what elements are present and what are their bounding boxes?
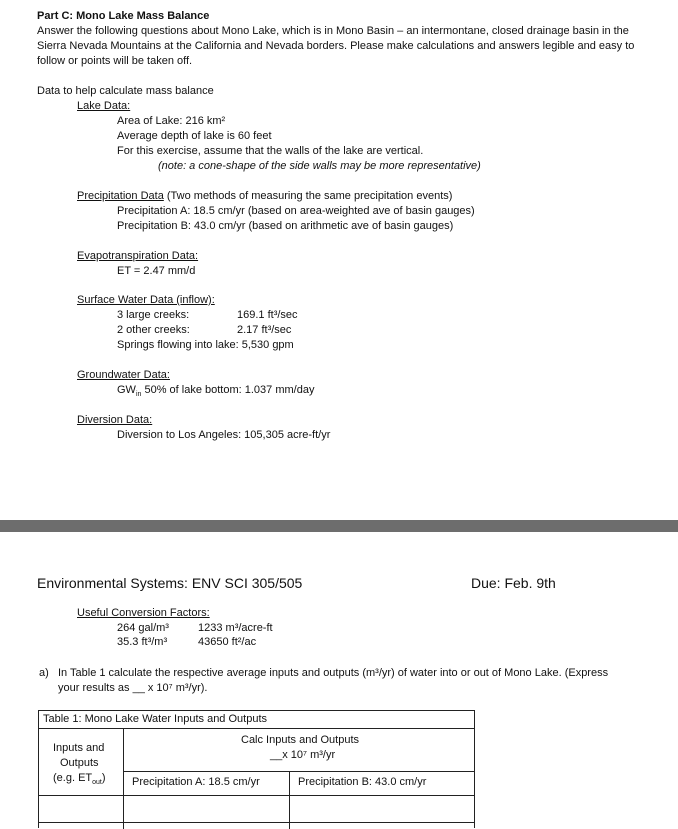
precip-a: Precipitation A: 18.5 cm/yr (based on area-weighted ave of basin gauges) [117,205,475,217]
gw-prefix: GW [117,384,136,396]
precip-heading: Precipitation Data [77,190,164,202]
lake-area: Area of Lake: 216 km² [117,115,226,127]
table-rule [123,728,124,829]
table-rule [123,771,474,772]
table-rule [289,771,290,829]
gw-sub: in [135,391,142,399]
table-calc-units: __x 10⁷ m³/yr [270,749,336,761]
table-rule [39,795,474,796]
conversion-acre-ft: 1233 m³/acre-ft [198,622,273,634]
section-title: Part C: Mono Lake Mass Balance [37,10,210,22]
question-a-line1: In Table 1 calculate the respective average inputs and outputs (m³/yr) of water into or out of Mono Lake. (Express [58,667,609,679]
diversion-heading: Diversion Data: [77,414,153,426]
gw-rest: 50% of lake bottom: 1.037 mm/day [141,384,315,396]
conversion-ft3: 35.3 ft³/m³ [117,636,168,648]
question-a-line2: your results as __ x 10⁷ m³/yr). [58,682,208,694]
table-col-precip-b: Precipitation B: 43.0 cm/yr [298,776,427,788]
page-separator [0,520,678,532]
precip-heading-suffix: (Two methods of measuring the same precipitation events) [163,190,453,202]
table-io-line2: Outputs [60,757,99,769]
lake-assumption: For this exercise, assume that the walls of the lake are vertical. [117,145,424,157]
diversion-value: Diversion to Los Angeles: 105,305 acre-ft/yr [117,429,331,441]
table-rule [39,728,474,729]
table-io-line1: Inputs and [53,742,105,754]
precip-b: Precipitation B: 43.0 cm/yr (based on arithmetic ave of basin gauges) [117,220,454,232]
table-io-prefix: (e.g. ET [53,772,93,784]
table-title: Table 1: Mono Lake Water Inputs and Outputs [43,713,268,725]
et-heading: Evapotranspiration Data: [77,250,199,262]
surface-heading: Surface Water Data (inflow): [77,294,215,306]
lake-note: (note: a cone-shape of the side walls may be more representative) [158,160,481,172]
other-creeks-label: 2 other creeks: [117,324,190,336]
large-creeks-label: 3 large creeks: [117,309,190,321]
lake-data-heading: Lake Data: [77,100,131,112]
large-creeks-value: 169.1 ft³/sec [237,309,298,321]
due-date: Due: Feb. 9th [471,575,556,591]
table-col-precip-a: Precipitation A: 18.5 cm/yr [132,776,260,788]
lake-depth: Average depth of lake is 60 feet [117,130,272,142]
table-io-line3 [53,771,106,786]
conversion-heading: Useful Conversion Factors: [77,607,210,619]
conversion-gal: 264 gal/m³ [117,622,169,634]
water-balance-table [38,710,475,828]
data-heading: Data to help calculate mass balance [37,85,214,97]
conversion-ft2: 43650 ft²/ac [198,636,257,648]
question-a-marker: a) [39,667,49,679]
table-io-suffix: ) [101,772,106,784]
gw-heading: Groundwater Data: [77,369,170,381]
springs: Springs flowing into lake: 5,530 gpm [117,339,294,351]
table-calc-header: Calc Inputs and Outputs [241,734,360,746]
precip-heading-line [77,189,452,204]
page-2 [0,532,678,828]
gw-value [117,383,314,398]
table-io-sub: out [92,779,102,787]
et-value: ET = 2.47 mm/d [117,265,196,277]
intro-paragraph: Answer the following questions about Mono Lake, which is in Mono Basin – an intermontane, closed drainage basin in the Sierra Nevada Mountains at the California and Nevada borders. Please make calculations and answers legible and easy to follow or points will be taken off. [37,25,635,67]
table-rule [39,822,474,823]
course-header: Environmental Systems: ENV SCI 305/505 [37,575,303,591]
other-creeks-value: 2.17 ft³/sec [237,324,292,336]
